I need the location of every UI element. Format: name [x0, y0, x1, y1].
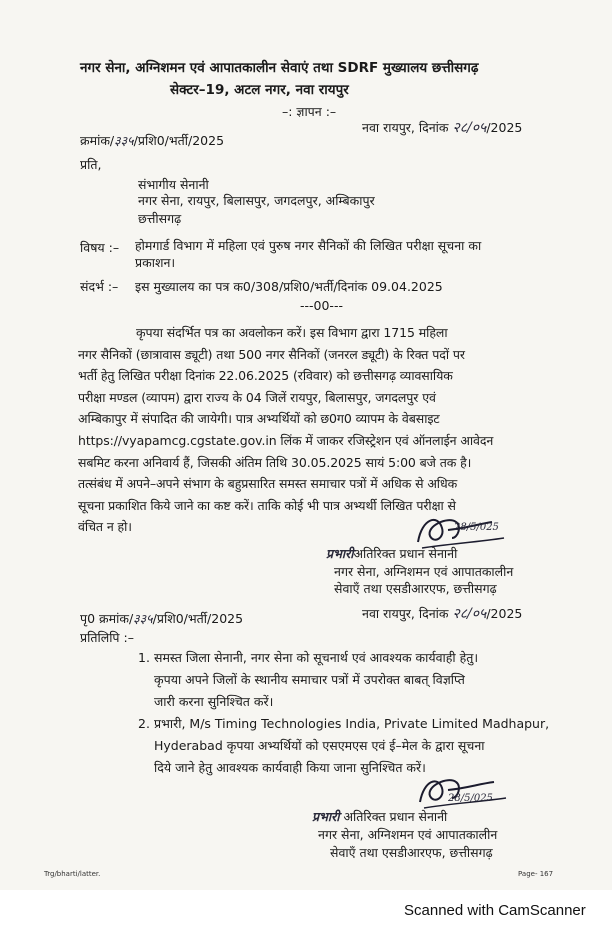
signature-date: 28/5/025 [454, 522, 499, 533]
signature-title: प्रभारीअतिरिक्त प्रधान सेनानी [326, 546, 458, 561]
camscanner-watermark: Scanned with CamScanner [404, 902, 586, 919]
signature-title: प्रभारी अतिरिक्त प्रधान सेनानी [312, 809, 448, 824]
copy-item-number: 1. [138, 650, 150, 665]
header-line-2: सेक्टर–19, अटल नगर, नवा रायपुर [170, 82, 349, 98]
handwritten-date: २८/०५ [452, 120, 487, 136]
separator: ---00--- [300, 298, 343, 313]
body-line: कृपया संदर्भित पत्र का अवलोकन करें। इस विभाग द्वारा 1715 महिला [136, 325, 448, 340]
subject-text: होमगार्ड विभाग में महिला एवं पुरुष नगर सैनिकों की लिखित परीक्षा सूचना का प्रकाशन। [135, 238, 482, 270]
page-number: Page- 167 [518, 870, 554, 878]
body-line: https://vyapamcg.cgstate.gov.in लिंक में जाकर रजिस्ट्रेशन एवं ऑनलाईन आवेदन [78, 432, 494, 448]
letter-number: क्रमांक/३३५/प्रशि0/भर्ती/2025 [80, 133, 225, 148]
copy-item-number: 2. [138, 716, 150, 731]
body-line: सूचना प्रकाशित किये जाने का कष्ट करें। ताकि कोई भी पात्र अभ्यर्थी लिखित परीक्षा से [78, 497, 456, 513]
body-line: भर्ती हेतु लिखित परीक्षा दिनांक 22.06.2025 (रविवार) को छत्तीसगढ़ व्यावसायिक [78, 368, 453, 384]
reference-text: इस मुख्यालय का पत्र क0/308/प्रशि0/भर्ती/दिनांक 09.04.2025 [135, 279, 443, 294]
gyapan-heading: –: ज्ञापन :– [282, 104, 337, 119]
body-line: परीक्षा मण्डल (व्यापम) द्वारा राज्य के 04 जिलें रायपुर, बिलासपुर, जगदलपुर एवं [78, 389, 436, 405]
signature-mark [408, 770, 528, 812]
reference-label: संदर्भ :– [80, 279, 119, 294]
body-line: अम्बिकापुर में संपादित की जायेगी। पात्र अभ्यर्थियों को छ0ग0 व्यापम के वेबसाइट [78, 411, 440, 427]
signature-date: 28/5/025 [448, 793, 493, 804]
signature-line-3: सेवाएँ तथा एसडीआरएफ, छत्तीसगढ़ [330, 845, 493, 860]
body-line: सबमिट करना अनिवार्य हैं, जिसकी अंतिम तिथि 30.05.2025 सायं 5:00 बजे तक है। [78, 454, 472, 470]
pratilipi-label: प्रतिलिपि :– [80, 630, 134, 645]
handwritten-number: ३३५ [133, 611, 153, 626]
copy-item: प्रभारी, M/s Timing Technologies India, Private Limited Madhapur, Hyderabad कृपया अभ्यर्थियों को एसएमएस एवं ई–मेल के द्वारा सूचना दिये जाने हेतु आवश्यक कार्यवाही किया जाना सुनिश्चित करें। [154, 716, 550, 775]
prabhari-handwritten: प्रभारी [312, 809, 340, 824]
signature-line-3: सेवाएँ तथा एसडीआरएफ, छत्तीसगढ़ [334, 581, 497, 596]
recipient-line-2: नगर सेना, रायपुर, बिलासपुर, जगदलपुर, अम्बिकापुर [138, 193, 375, 208]
endorsement-number: पृ0 क्रमांक/३३५/प्रशि0/भर्ती/2025 [80, 611, 244, 626]
prabhari-handwritten: प्रभारी [326, 546, 354, 561]
body-line: वंचित न हो। [78, 519, 132, 535]
endorsement-date: नवा रायपुर, दिनांक २८/०५/2025 [362, 606, 523, 622]
body-paragraph [78, 322, 558, 538]
signature-line-2: नगर सेना, अग्निशमन एवं आपातकालीन [318, 827, 498, 842]
body-line: तत्संबंध में अपने–अपने संभाग के बहुप्रसारित समस्त समाचार पत्रों में अधिक से अधिक [78, 476, 458, 492]
copy-item: समस्त जिला सेनानी, नगर सेना को सूचनार्थ एवं आवश्यक कार्यवाही हेतु। कृपया अपने जिलों के स्थानीय समाचार पत्रों में उपरोक्त बाबत् विज्ञप्ति जारी करना सुनिश्चित करें। [154, 650, 479, 709]
signature-line-2: नगर सेना, अग्निशमन एवं आपातकालीन [334, 564, 514, 579]
header-line-1: नगर सेना, अग्निशमन एवं आपातकालीन सेवाएं तथा SDRF मुख्यालय छत्तीसगढ़ [80, 60, 479, 76]
recipient-line-3: छत्तीसगढ़ [138, 211, 182, 226]
subject-label: विषय :– [80, 240, 120, 255]
body-line: नगर सैनिकों (छात्रावास ड्यूटी) तथा 500 नगर सैनिकों (जनरल ड्यूटी) के रिक्त पदों पर [78, 346, 465, 362]
letter-date: नवा रायपुर, दिनांक २८/०५/2025 [362, 120, 523, 136]
prati-label: प्रति, [80, 157, 102, 172]
handwritten-number: ३३५ [114, 133, 134, 148]
footer-reference: Trg/bharti/latter. [44, 870, 101, 878]
handwritten-date: २८/०५ [452, 606, 487, 622]
recipient-line-1: संभागीय सेनानी [138, 177, 209, 192]
